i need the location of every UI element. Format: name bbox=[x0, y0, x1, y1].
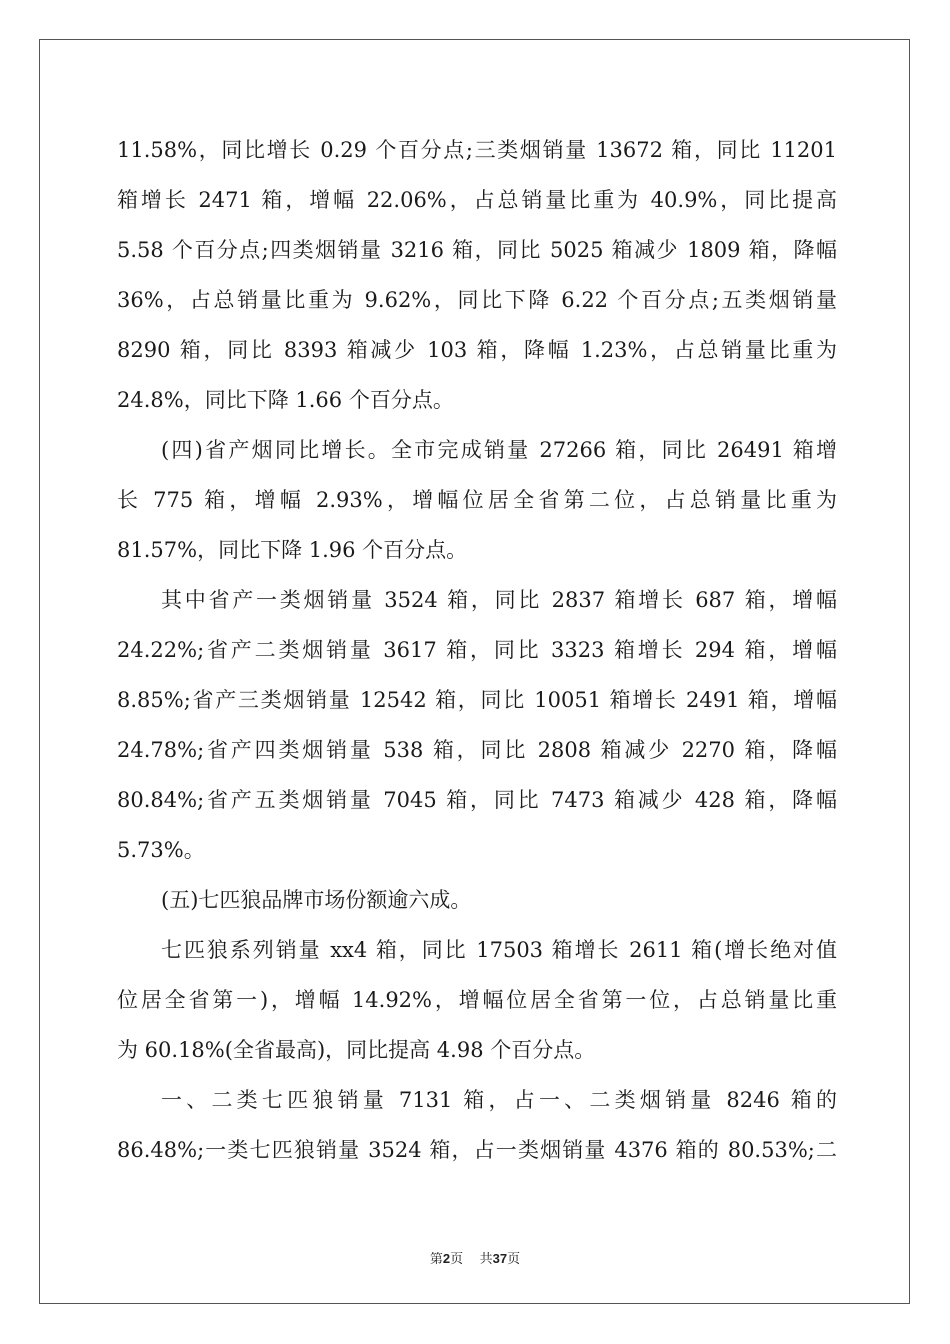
text-line: 长 775 箱，增幅 2.93%，增幅位居全省第二位，占总销量比重为 bbox=[117, 488, 837, 512]
text-line: 一、二类七匹狼销量 7131 箱，占一、二类烟销量 8246 箱的 bbox=[161, 1088, 837, 1112]
footer-total-prefix: 共 bbox=[479, 1252, 493, 1267]
text-line: 24.8%，同比下降 1.66 个百分点。 bbox=[117, 388, 454, 412]
page-footer bbox=[0, 1248, 950, 1267]
text-line: 七匹狼系列销量 xx4 箱，同比 17503 箱增长 2611 箱(增长绝对值 bbox=[161, 938, 837, 962]
text-line: 81.57%，同比下降 1.96 个百分点。 bbox=[117, 538, 468, 562]
footer-total-unit: 页 bbox=[507, 1252, 521, 1267]
footer-page-number: 2 bbox=[442, 1251, 451, 1266]
text-line: 36%，占总销量比重为 9.62%，同比下降 6.22 个百分点;五类烟销量 bbox=[117, 288, 837, 312]
text-line: 5.58 个百分点;四类烟销量 3216 箱，同比 5025 箱减少 1809 箱，降幅 bbox=[117, 238, 837, 262]
text-line: 86.48%;一类七匹狼销量 3524 箱，占一类烟销量 4376 箱的 80.53%;二 bbox=[117, 1138, 837, 1162]
text-line: 为 60.18%(全省最高)，同比提高 4.98 个百分点。 bbox=[117, 1038, 596, 1062]
text-line: 其中省产一类烟销量 3524 箱，同比 2837 箱增长 687 箱，增幅 bbox=[161, 588, 837, 612]
text-line: 80.84%;省产五类烟销量 7045 箱，同比 7473 箱减少 428 箱，降幅 bbox=[117, 788, 837, 812]
paragraph-heading: (五)七匹狼品牌市场份额逾六成。 bbox=[161, 888, 472, 912]
footer-total-pages: 37 bbox=[492, 1251, 508, 1266]
text-line: 箱增长 2471 箱，增幅 22.06%，占总销量比重为 40.9%，同比提高 bbox=[117, 188, 837, 212]
text-line: 8.85%;省产三类烟销量 12542 箱，同比 10051 箱增长 2491 箱，增幅 bbox=[117, 688, 837, 712]
text-line: 24.22%;省产二类烟销量 3617 箱，同比 3323 箱增长 294 箱，增幅 bbox=[117, 638, 837, 662]
text-line: 24.78%;省产四类烟销量 538 箱，同比 2808 箱减少 2270 箱，降幅 bbox=[117, 738, 837, 762]
footer-page-unit: 页 bbox=[450, 1252, 464, 1267]
footer-page-prefix: 第 bbox=[429, 1252, 443, 1267]
text-line: 5.73%。 bbox=[117, 838, 205, 862]
text-line: 11.58%，同比增长 0.29 个百分点;三类烟销量 13672 箱，同比 11201 bbox=[117, 138, 837, 162]
text-line: 8290 箱，同比 8393 箱减少 103 箱，降幅 1.23%，占总销量比重为 bbox=[117, 338, 837, 362]
paragraph-heading: (四)省产烟同比增长。全市完成销量 27266 箱，同比 26491 箱增 bbox=[161, 438, 837, 462]
text-line: 位居全省第一)，增幅 14.92%，增幅位居全省第一位，占总销量比重 bbox=[117, 988, 837, 1012]
